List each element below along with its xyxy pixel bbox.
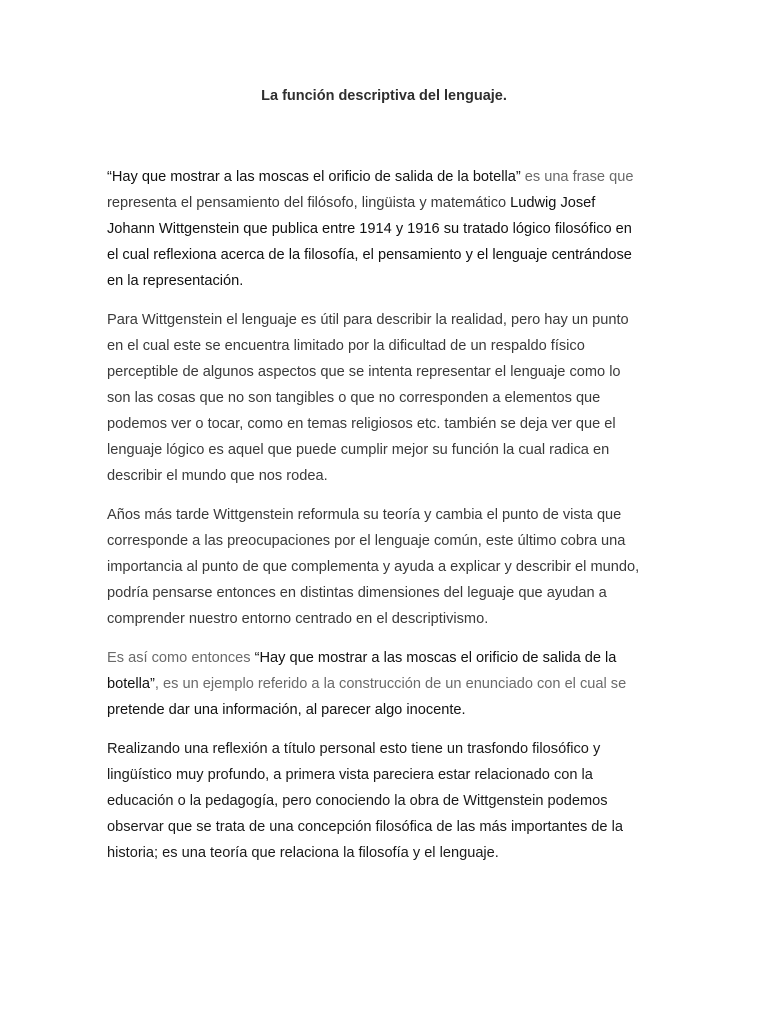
paragraph-line: en el cual este se encuentra limitado por la dificultad de un respaldo físico — [107, 338, 585, 354]
paragraph-line: lenguaje lógico es aquel que puede cumplir mejor su función la cual radica en — [107, 442, 610, 458]
paragraph-line: lingüístico muy profundo, a primera vista pareciera estar relacionado con la — [107, 767, 593, 783]
text-run: representa el pensamiento del filósofo, lingüista y matemático — [107, 195, 511, 211]
paragraph-line: podemos ver o tocar, como en temas religiosos etc. también se deja ver que el — [107, 416, 616, 432]
text-run: , es un ejemplo referido a la construcción de un enunciado con el cual se — [154, 676, 627, 692]
paragraph-line: Años más tarde Wittgenstein reformula su teoría y cambia el punto de vista que — [107, 507, 622, 523]
paragraph-line: observar que se trata de una concepción filosófica de las más importantes de la — [107, 819, 623, 835]
text-run: Ludwig Josef — [510, 195, 596, 211]
paragraph-5 — [107, 736, 667, 866]
paragraph-line: comprender nuestro entorno centrado en el descriptivismo. — [107, 611, 489, 627]
paragraph-line: describir el mundo que nos rodea. — [107, 468, 328, 484]
paragraph-3 — [107, 502, 667, 632]
text-run: botella” — [107, 676, 155, 692]
paragraph-4 — [107, 645, 667, 723]
text-run: es una frase que — [524, 169, 634, 185]
paragraph-line: son las cosas que no son tangibles o que no corresponden a elementos que — [107, 390, 601, 406]
paragraph-spacer — [107, 489, 667, 502]
paragraph-line: educación o la pedagogía, pero conociendo la obra de Wittgenstein podemos — [107, 793, 608, 809]
paragraph-line: en la representación. — [107, 273, 244, 289]
paragraph-line: perceptible de algunos aspectos que se intenta representar el lenguaje como lo — [107, 364, 621, 380]
paragraph-spacer — [107, 632, 667, 645]
paragraph-line: podría pensarse entonces en distintas dimensiones del leguaje que ayudan a — [107, 585, 607, 601]
text-run: “Hay que mostrar a las moscas el orificio de salida de la — [254, 650, 617, 666]
paragraph-line: Realizando una reflexión a título personal esto tiene un trasfondo filosófico y — [107, 741, 601, 757]
paragraph-line — [107, 190, 667, 216]
paragraph-line — [107, 164, 667, 190]
document-title: La función descriptiva del lenguaje. — [261, 88, 507, 104]
paragraph-line — [107, 671, 667, 697]
paragraph-spacer — [107, 723, 667, 736]
paragraph-line: Para Wittgenstein el lenguaje es útil para describir la realidad, pero hay un punto — [107, 312, 629, 328]
paragraph-line: el cual reflexiona acerca de la filosofía, el pensamiento y el lenguaje centrándose — [107, 247, 632, 263]
text-run: “Hay que mostrar a las moscas el orificio de salida de la botella” — [107, 169, 525, 185]
paragraph-line: pretende dar una información, al parecer algo inocente. — [107, 702, 466, 718]
paragraph-line: historia; es una teoría que relaciona la filosofía y el lenguaje. — [107, 845, 499, 861]
paragraph-1 — [107, 164, 667, 294]
text-run: Es así como entonces — [107, 650, 255, 666]
paragraph-2 — [107, 307, 667, 489]
paragraph-line — [107, 645, 667, 671]
paragraph-line: Johann Wittgenstein que publica entre 1914 y 1916 su tratado lógico filosófico en — [107, 221, 632, 237]
paragraph-line: importancia al punto de que complementa y ayuda a explicar y describir el mundo, — [107, 559, 640, 575]
paragraph-line: corresponde a las preocupaciones por el lenguaje común, este último cobra una — [107, 533, 626, 549]
document-body — [107, 164, 667, 866]
paragraph-spacer — [107, 294, 667, 307]
